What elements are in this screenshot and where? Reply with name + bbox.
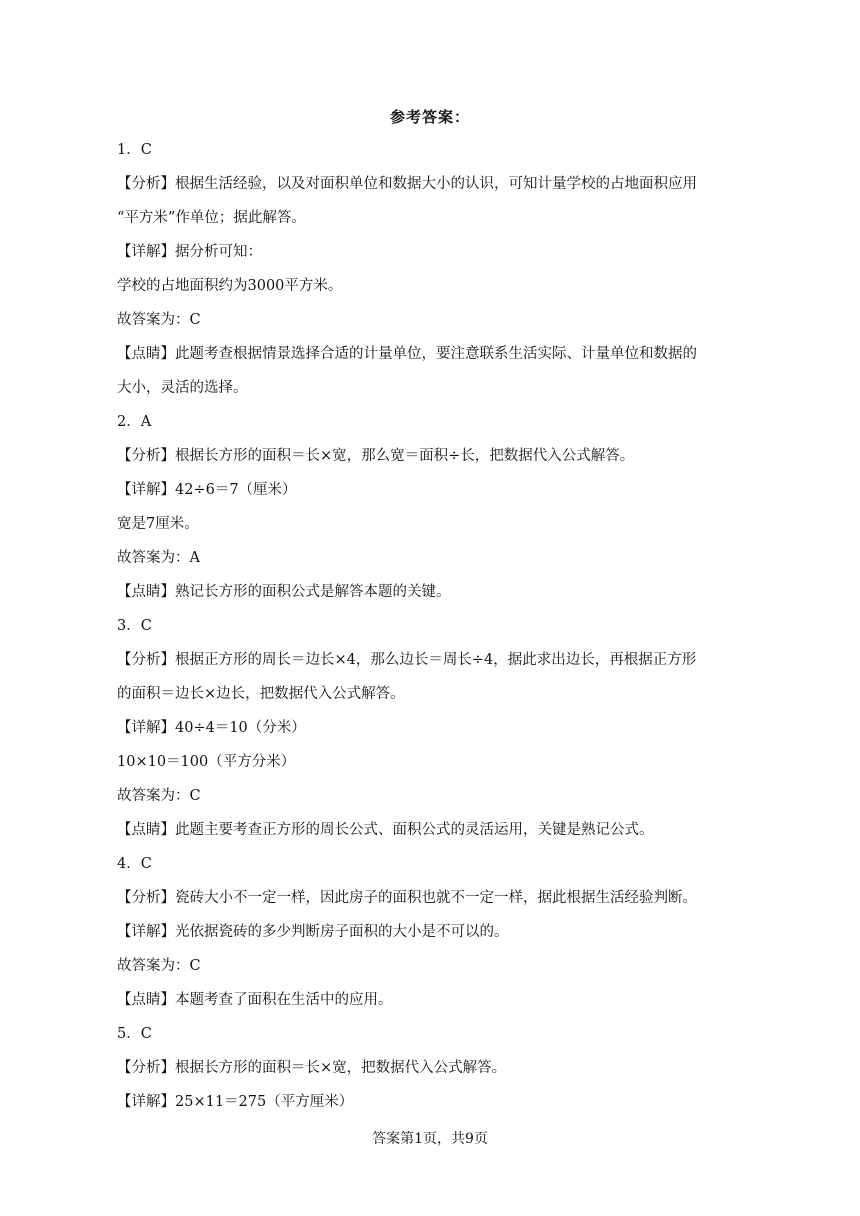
answer-line: 【点睛】此题主要考查正方形的周长公式、面积公式的灵活运用，关键是熟记公式。 [117, 822, 654, 838]
answer-line: 故答案为：C [117, 788, 201, 804]
answer-line: 3．C [117, 618, 152, 634]
answer-line: 大小，灵活的选择。 [117, 380, 248, 396]
answer-line: 【分析】根据长方形的面积＝长×宽，把数据代入公式解答。 [117, 1060, 507, 1076]
page-title: 参考答案： [389, 108, 470, 126]
answer-line: 故答案为：C [117, 958, 201, 974]
page-footer: 答案第1页，共9页 [372, 1131, 488, 1147]
answer-line: 2．A [117, 414, 152, 430]
answer-line: 【点睛】本题考查了面积在生活中的应用。 [117, 992, 393, 1008]
answer-line: 学校的占地面积约为3000平方米。 [117, 278, 343, 294]
answer-line: 1．C [117, 142, 152, 158]
answer-line: 【详解】据分析可知： [117, 244, 262, 260]
answer-line: 4．C [117, 856, 152, 872]
answer-line: 5．C [117, 1026, 152, 1042]
answer-line: 故答案为：C [117, 312, 201, 328]
answer-line: 【详解】25×11＝275（平方厘米） [117, 1094, 354, 1110]
answer-line: 【点睛】此题考查根据情景选择合适的计量单位，要注意联系生活实际、计量单位和数据的 [117, 346, 697, 362]
answer-line: 【分析】根据生活经验，以及对面积单位和数据大小的认识，可知计量学校的占地面积应用 [117, 176, 697, 192]
answer-line: 【详解】42÷6＝7（厘米） [117, 482, 297, 498]
answer-line: “平方米”作单位；据此解答。 [117, 210, 306, 226]
answer-line: 故答案为：A [117, 550, 200, 566]
answer-line: 【点睛】熟记长方形的面积公式是解答本题的关键。 [117, 584, 451, 600]
answer-line: 10×10＝100（平方分米） [117, 754, 296, 770]
answer-line: 【详解】光依据瓷砖的多少判断房子面积的大小是不可以的。 [117, 924, 509, 940]
answer-line: 【分析】根据长方形的面积＝长×宽，那么宽＝面积÷长，把数据代入公式解答。 [117, 448, 635, 464]
answer-line: 【详解】40÷4＝10（分米） [117, 720, 306, 736]
answer-content [117, 133, 741, 1119]
answer-line: 宽是7厘米。 [117, 516, 199, 532]
answer-line: 【分析】瓷砖大小不一定一样，因此房子的面积也就不一定一样，据此根据生活经验判断。 [117, 890, 697, 906]
answer-line: 【分析】根据正方形的周长＝边长×4，那么边长＝周长÷4，据此求出边长，再根据正方形 [117, 652, 697, 668]
answer-line: 的面积＝边长×边长，把数据代入公式解答。 [117, 686, 405, 702]
